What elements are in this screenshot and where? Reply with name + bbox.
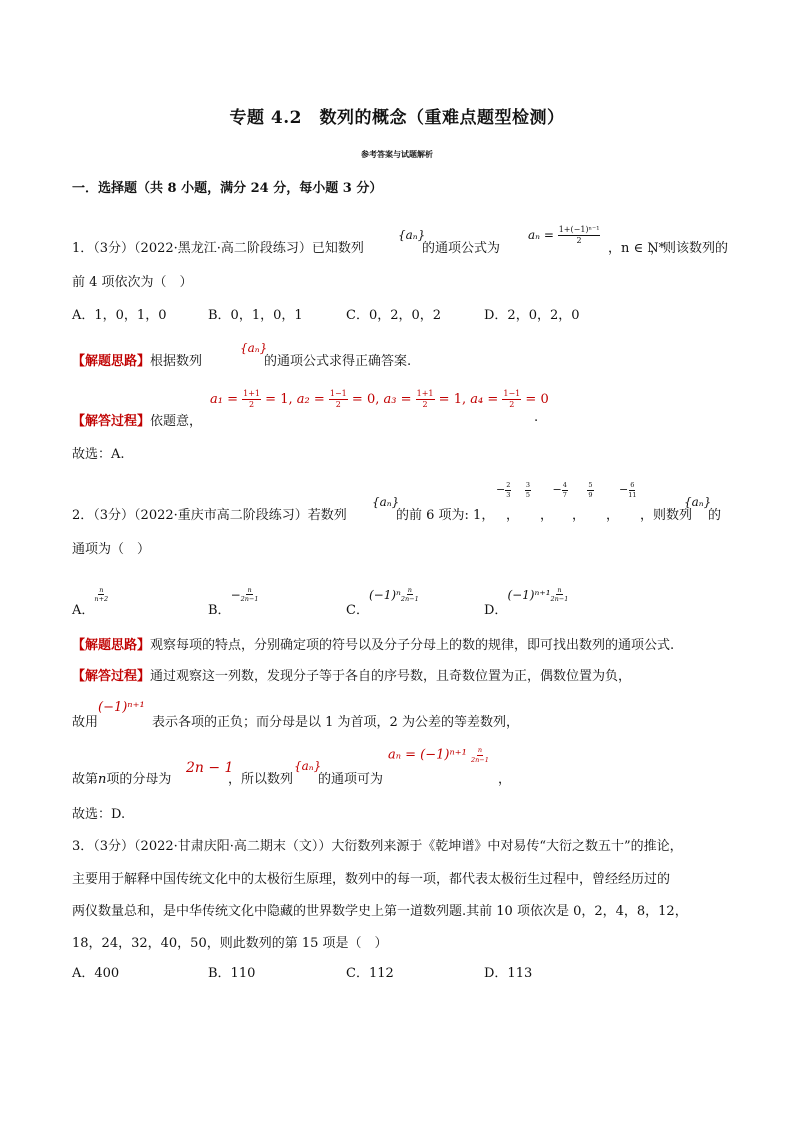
q1-idea bbox=[72, 350, 202, 369]
section-heading: 一．选择题（共 8 小题，满分 24 分，每小题 3 分） bbox=[72, 181, 383, 196]
q2-comma-3: ， bbox=[572, 508, 586, 523]
q1-frac-1-den: 2 bbox=[249, 400, 255, 409]
q1-condition: ，n ∈ N* bbox=[608, 241, 666, 256]
q1-frac-2-num: 1−1 bbox=[329, 389, 347, 398]
q2-line3-c: ，所以数列 bbox=[228, 772, 294, 787]
q2-line3-text: 项的分母为 bbox=[106, 772, 172, 787]
q2-option-a-letter: A． bbox=[72, 603, 95, 618]
q3-line-4: 18，24，32，40，50，则此数列的第 15 项是（ ） bbox=[72, 936, 388, 951]
q3-option-b: B．110 bbox=[208, 966, 256, 981]
q1-process-end: . bbox=[534, 410, 539, 425]
q2-final-formula bbox=[388, 747, 489, 763]
q1-seq-symbol: {aₙ} bbox=[398, 228, 426, 242]
q2-final-fraction: $\frac{n}{2n-1}$ bbox=[470, 746, 489, 764]
q3-option-d: D．113 bbox=[484, 966, 533, 981]
q2-process-label: 【解答过程】 bbox=[72, 669, 151, 684]
q2-stem-text-d: 的 bbox=[708, 508, 722, 523]
q2-term-5: − $\frac{6}{11}$ bbox=[619, 481, 637, 499]
q1-stem-text-d: 前 4 项依次为（ ） bbox=[72, 275, 193, 290]
q1-formula-num: 1+(−1)ⁿ⁻¹ bbox=[558, 225, 600, 234]
q1-frac-4-num: 1−1 bbox=[503, 389, 521, 398]
q2-terms bbox=[496, 482, 637, 498]
q3-line-2: 主要用于解释中国传统文化中的太极衍生原理，数列中的每一项，都代表太极衍生过程中，曾经经历过的 bbox=[72, 872, 671, 887]
q1-idea-text-b: 的通项公式求得正确答案. bbox=[264, 354, 412, 369]
q2-idea bbox=[72, 634, 674, 653]
q3-option-c: C．112 bbox=[346, 966, 394, 981]
page-title: 专题 4.2 数列的概念（重难点题型检测） bbox=[229, 108, 565, 128]
q1-answer-text: 故选：A. bbox=[72, 447, 125, 462]
q2-term-4: $\frac{5}{9}$ bbox=[588, 481, 593, 499]
q2-stem-text-b: 的前 6 项为: 1， bbox=[396, 508, 495, 523]
q1-formula bbox=[528, 226, 600, 245]
q1-idea-text-a: 根据数列 bbox=[150, 354, 203, 369]
q1-frac-3 bbox=[416, 390, 435, 409]
q1-option-c: C．0，2，0，2 bbox=[346, 308, 442, 323]
q3-line-3: 两仪数量总和，是中华传统文化中隐藏的世界数学史上第一道数列题.其前 10 项依次是 0，2，4，8，12， bbox=[72, 904, 688, 919]
page-subtitle: 参考答案与试题解析 bbox=[361, 149, 433, 159]
q1-frac-3-num: 1+1 bbox=[416, 389, 434, 398]
q2-comma-2: ， bbox=[540, 508, 554, 523]
q2-idea-label: 【解题思路】 bbox=[72, 638, 151, 653]
q1-formula-fraction bbox=[558, 226, 601, 245]
q1-frac-3-den: 2 bbox=[422, 400, 428, 409]
q2-option-b-prefix: − bbox=[230, 588, 241, 602]
q2-line3-seq: {aₙ} bbox=[294, 759, 322, 773]
q1-stem-text: 1．（3分）（2022·黑龙江·高二阶段练习）已知数列 bbox=[72, 241, 364, 256]
q1-result-1: = 1, bbox=[265, 392, 293, 407]
q2-option-c-prefix: (−1)ⁿ bbox=[368, 588, 401, 602]
q1-term-a3: a₃ = bbox=[383, 392, 412, 407]
q2-option-d-prefix: (−1)ⁿ⁺¹ bbox=[507, 588, 551, 602]
q1-process-label: 【解答过程】 bbox=[72, 414, 151, 429]
q2-line3-n: n bbox=[98, 772, 107, 787]
q1-frac-2-den: 2 bbox=[335, 400, 341, 409]
q2-line3-d: 的通项可为 bbox=[318, 772, 384, 787]
q3-line-1: 3．（3分）（2022·甘肃庆阳·高二期末（文））大衍数列来源于《乾坤谱》中对易传“大衍之数五十”的推论， bbox=[72, 839, 683, 854]
q2-stem-text-e: 通项为（ ） bbox=[72, 542, 151, 557]
q1-frac-4 bbox=[502, 390, 521, 409]
q2-option-d bbox=[484, 580, 569, 618]
q2-term-3: − $\frac{4}{7}$ bbox=[552, 481, 567, 499]
q1-frac-4-den: 2 bbox=[509, 400, 515, 409]
q1-result-4: = 0 bbox=[525, 392, 549, 407]
q2-stem-text-c: ，则数列 bbox=[640, 508, 693, 523]
q1-answer bbox=[72, 443, 125, 462]
q2-idea-text: 观察每项的特点，分别确定项的符号以及分子分母上的数的规律，即可找出数列的通项公式. bbox=[150, 638, 675, 653]
q2-seq-symbol-2: {aₙ} bbox=[684, 495, 712, 509]
q2-option-b-fraction: $\frac{n}{2n-1}$ bbox=[240, 585, 259, 603]
q2-line2-b: 表示各项的正负；而分母是以 1 为首项，2 为公差的等差数列， bbox=[152, 715, 519, 730]
q1-term-a2: a₂ = bbox=[296, 392, 325, 407]
q1-frac-1-num: 1+1 bbox=[243, 389, 261, 398]
q1-term-a1: a₁ = bbox=[210, 392, 238, 407]
q2-line3-a bbox=[72, 768, 171, 787]
q2-option-a bbox=[72, 580, 109, 618]
q1-option-b: B．0，1，0，1 bbox=[208, 308, 303, 323]
q1-frac-1 bbox=[242, 390, 261, 409]
q1-frac-2 bbox=[329, 390, 348, 409]
q1-process-text: 依题意， bbox=[150, 414, 203, 429]
q1-idea-seq: {aₙ} bbox=[240, 341, 268, 355]
q1-idea-label: 【解题思路】 bbox=[72, 354, 151, 369]
q2-stem-text-a: 2．（3分）（2022·重庆市高二阶段练习）若数列 bbox=[72, 508, 347, 523]
q1-process-formula bbox=[210, 390, 549, 409]
q1-process bbox=[72, 410, 202, 429]
q2-line3-prefix: 故第 bbox=[72, 772, 99, 787]
q1-result-3: = 1, bbox=[438, 392, 467, 407]
q2-option-c-fraction: $\frac{n}{2n-1}$ bbox=[400, 585, 419, 603]
q2-option-b bbox=[208, 580, 259, 618]
q1-stem bbox=[72, 237, 364, 256]
q2-comma-4: ， bbox=[606, 508, 620, 523]
q2-line2-a: 故用 bbox=[72, 715, 99, 730]
q2-term-1: − $\frac{2}{3}$ bbox=[496, 481, 511, 499]
q1-formula-lhs: aₙ = bbox=[528, 228, 554, 242]
q2-line3-end: ， bbox=[498, 772, 512, 787]
q1-term-a4: a₄ = bbox=[470, 392, 499, 407]
q2-commas: ， bbox=[506, 508, 520, 523]
q2-option-c-letter: C． bbox=[346, 603, 369, 618]
q2-sign-formula: (−1)ⁿ⁺¹ bbox=[98, 700, 145, 715]
q2-option-c bbox=[346, 580, 419, 618]
q1-result-2: = 0, bbox=[351, 392, 380, 407]
q2-option-d-letter: D． bbox=[484, 603, 508, 618]
q2-process-text: 通过观察这一列数，发现分子等于各自的序号数，且奇数位置为正，偶数位置为负， bbox=[150, 669, 632, 684]
q2-option-d-fraction: $\frac{n}{2n-1}$ bbox=[550, 585, 569, 603]
q2-term-2: $\frac{3}{5}$ bbox=[525, 481, 530, 499]
q3-option-a: A．400 bbox=[72, 966, 120, 981]
q1-formula-den: 2 bbox=[576, 236, 582, 245]
q2-final-lhs: aₙ = (−1)ⁿ⁺¹ bbox=[388, 747, 467, 763]
q2-process bbox=[72, 665, 631, 684]
q2-option-b-letter: B． bbox=[208, 603, 231, 618]
q2-answer: 故选：D. bbox=[72, 807, 126, 822]
q2-denominator-formula: 2n − 1 bbox=[186, 760, 234, 776]
q2-seq-symbol: {aₙ} bbox=[372, 495, 400, 509]
q1-option-d: D．2，0，2，0 bbox=[484, 308, 580, 323]
q2-option-a-fraction: $\frac{n}{n+2}$ bbox=[94, 585, 109, 603]
q1-stem-text-b: 的通项公式为 bbox=[422, 241, 501, 256]
q1-option-a: A．1，0，1，0 bbox=[72, 308, 167, 323]
q1-stem-text-c: ，则该数列的 bbox=[650, 241, 729, 256]
